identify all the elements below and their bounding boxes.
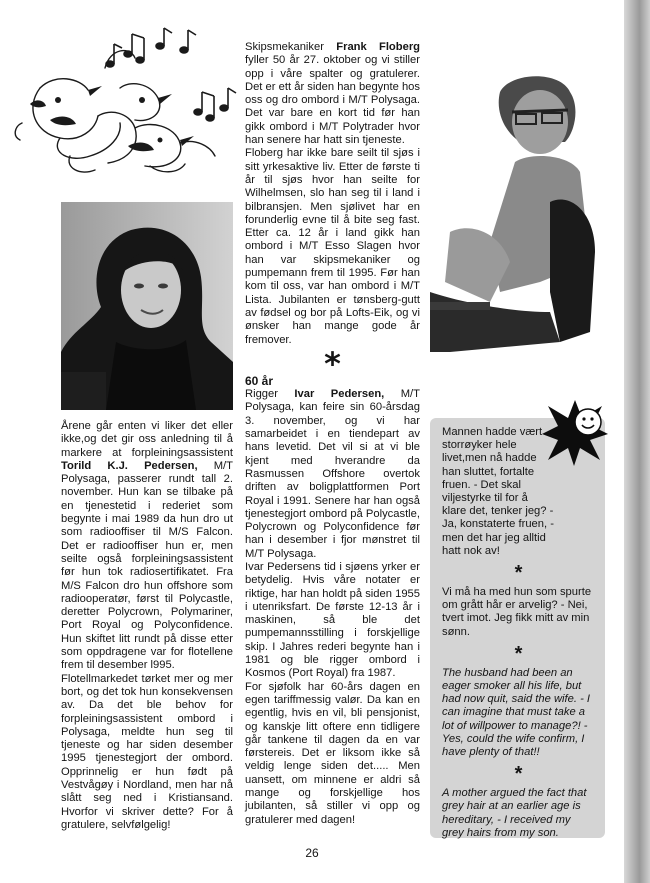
article-frank-paragraph-2: Floberg har ikke bare seilt til sjøs i sitt yrkesaktive liv. Etter de første ti år til sjøs hvor han seilte for Wilhelmsen, slo han seg til i land i bilbransjen. Men sjølivet har en forunderlig evne til å bite seg fast. Etter ca. 12 år i land gikk han ombord i M/T Esso Slagen hvor han var skipsmekaniker og pumpemann frem til 1995. Før han kom til oss, var han ombord i M/T Lista. Jubilanten er tønsberg-gutt av fødsel og bor på Lofts-Eik, og vi ønsker han mange gode år fremover. (245, 147, 420, 346)
section-heading-60: 60 år (245, 373, 274, 388)
binding-edge (624, 0, 650, 883)
sidebar-joke-en-1: The husband had been an eager smoker all his life, but had now quit, said the wife. - I can imagine that must take a lot of willpower to manage?! - Yes, could the wife confirm, I have plenty of that!! (442, 666, 591, 759)
sidebar-joke-no-2: Vi må ha med hun som spurte om grått hår er arvelig? - Nei, tvert imot. Jeg fikk mitt av min sønn. (442, 586, 592, 638)
article-ivar-paragraph-2: Ivar Pedersens tid i sjøens yrker er betydelig. Hvis våre notater er riktige, har han holdt på siden 1955 i utenriksfart. De første 12-13 år i maskinen, så ble det pumpemannsstilling i forskjellige skip. I Jahres rederi begynte han i 1981 og ble rigger ombord i Kosmos (Port Royal) fra 1987. (245, 560, 420, 680)
sidebar-star-3: * (514, 763, 523, 786)
person-name-frank: Frank Floberg (336, 41, 421, 53)
sidebar-star-1: * (514, 562, 523, 585)
smiley-star-icon (540, 398, 610, 468)
person-name-ivar: Ivar Pedersen, (294, 388, 385, 401)
sidebar-star-2: * (514, 642, 523, 665)
article-left-column (61, 420, 233, 832)
portrait-photo-woman (61, 202, 233, 410)
article-torild-paragraph-2: Flotellmarkedet tørket mer og mer bort, og det tok hun konsekvensen av. Da det ble behov for forpleiningsassistent ombord i Polysaga, meldte hun seg til tjeneste og har siden desember 1995 tjenestegjort der ombord. Opprinnelig er hun født på Vestvågøy i Nordland, men har nå slått seg ned i Kristiansand. Hvorfor vi skriver dette? For å gratulere, selvfølgelig! (61, 672, 233, 831)
article-frank-paragraph-1: Skipsmekaniker Frank Floberg fyller 50 år 27. oktober og vi stiller opp i våre spalter og gratulerer. Det er ett år siden han begynte hos oss og dro ombord i M/T Polysaga. Det var bare en kort tid før han gikk ombord i M/T Polytrader hvor han senere har hatt sin tjeneste. (245, 41, 421, 147)
page-number: 26 (305, 846, 319, 860)
article-ivar-paragraph-3: For sjøfolk har 60-års dagen en egen tariffmessig valør. Da kan en egentlig, hvis en vil, bli pensjonist, og kanskje litt oftere enn tidligere går tankene til dagen da en var førstereis. Det er liksom ikke så veldig lenge siden det..... Men uansett, om minnene er aldri så mange og forskjellige hos jubilanten, så stiller vi opp og gratulerer med dagen! (245, 680, 420, 826)
article-ivar-paragraph-1: Rigger Ivar Pedersen, M/T Polysaga, kan feire sin 60-årsdag 3. november, og vi har samarbeidet i en tiendepart av hans levetid. Det vil si at vi ble kjent med hverandre da Rasmussen Offshore overtok driften av boligplattformen Port Royal i 1991. Senere har han også tjenestegjort ombord på Polycastle, Polycrown og Polyconfidence før han i desember i fjor mønstret til M/T Polysaga. (245, 388, 420, 560)
sidebar-joke-en-2: A mother argued the fact that grey hair at an earlier age is hereditary, - I received my grey hairs from my son. (442, 787, 587, 839)
article-middle-column (245, 41, 420, 827)
portrait-photo-man (430, 62, 600, 352)
article-torild-paragraph-1: Årene går enten vi liker det eller ikke,og det gir oss anledning til å markere at forpleiningsassistent Torild K.J. Pedersen, M/T Polysaga, passerer rundt tall 2. november. Hun kan se tilbake på en tjenestetid i rederiet som begynte i mai 1989 da hun dro ut som radiooffiser til M/S Falcon. Det er radiooffiser hun er, men seilte også forpleiningsassistent før hun tok radiosertifikatet. Fra M/S Falcon dro hun offshore som radiooperatør, først til Polycastle, deretter Polycrown, Polymariner, Port Royal og Polyconfidence. Hun skiftet litt rundt på disse etter som oppdragene var for flotellene frem til desember l995. (61, 420, 233, 672)
sidebar-joke-no-1: Mannen hadde vært storrøyker hele livet,men nå hadde han sluttet, fortalte fruen. - Det skal viljestyrke til for å klare det, tenker jeg? - Ja, konstaterte fruen, - men det har jeg alltid hatt nok av! (442, 426, 554, 557)
humor-sidebar (430, 418, 605, 838)
separator-star: * (324, 344, 341, 383)
music-notes-icon (98, 24, 238, 134)
person-name-torild: Torild K.J. Pedersen, (61, 459, 198, 472)
